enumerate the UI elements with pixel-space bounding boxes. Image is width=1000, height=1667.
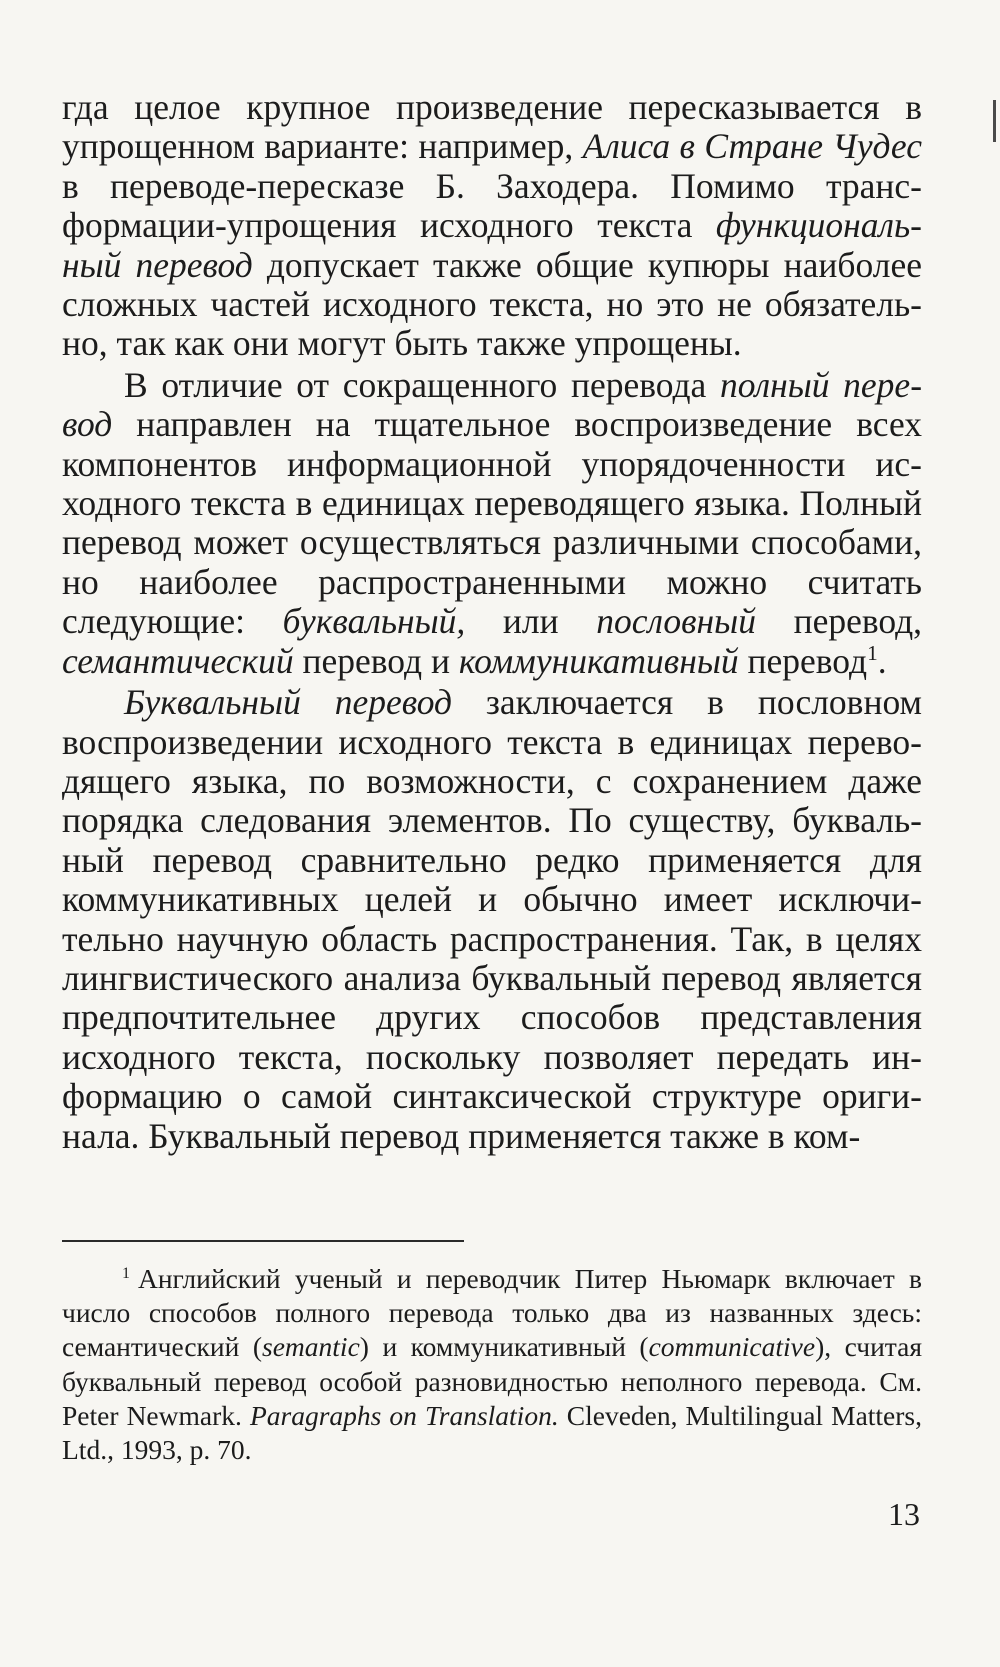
footnote [62,1262,922,1467]
text-segment: перевод [738,640,868,681]
text-segment: направлен на тщательное воспроизведение всех компонентов информационной упорядоченности исходного текста в единицах переводящего языка. Полный перевод может осуществляться различными способами, но наиболее распространенными можно считать следующие: [62,404,922,642]
text-segment: Cleveden, Multilingual Matters, Ltd., 1993, p. 70. [62,1399,922,1466]
text-segment: перевод, [755,601,923,642]
text-segment-italic: полный перевод [62,364,923,445]
text-segment-italic: семантический [62,640,294,681]
text-segment: . [877,640,887,681]
text-segment: Английский ученый и переводчик Питер Ньюмарк включает в число способов полного перевода только два из названных здесь: семантический ( [62,1263,922,1363]
text-segment: перевод и [293,640,459,681]
text-segment-italic: функциональный перевод [62,205,922,285]
paragraph-1 [62,88,922,364]
text-segment: ) и коммуникативный ( [359,1331,649,1363]
text-segment: В отличие от сокращенного перевода [124,364,720,405]
text-segment: или [465,601,597,642]
footnote-text [62,1262,922,1467]
text-segment-italic: коммуникативный [458,640,739,681]
text-segment: ), считая буквальный перевод особой разновидностью неполного перевода. См. Peter Newmark. [62,1331,923,1431]
footnote-reference: 1 [867,640,878,665]
text-segment-italic: communicative [648,1331,816,1363]
text-segment-italic: Буквальный перевод [124,682,452,723]
text-segment-italic: пословный [596,601,756,642]
text-segment-italic: semantic [262,1331,360,1363]
paragraph-2 [62,366,922,681]
text-segment-italic: буквальный, [282,601,466,642]
text-segment: в переводе-пересказе Б. Заходера. Помимо трансформации-упрощения исходного текста [62,165,922,246]
page-edge-mark [993,100,996,142]
text-segment: заключается в пословном воспроизведении исходного текста в единицах переводящего языка, по возможности, с сохранением даже порядка следования элементов. По существу, буквальный перевод сравнительно редко применяется для коммуникативных целей и обычно имеет исключительно научную область распространения. Так, в целях лингвистического анализа буквальный перевод является предпочтительнее других способов представления исходного текста, поскольку позволяет передать информацию о самой синтаксической структуре оригинала. Буквальный перевод применяется также в ком- [62,682,922,1156]
page-body [62,88,922,1156]
text-segment: гда целое крупное произведение пересказывается в упрощенном варианте: например, [62,87,922,167]
text-segment-italic: Алиса в Стране Чудес [582,126,922,167]
page-number: 13 [888,1496,920,1532]
text-segment-italic: Paragraphs on Translation. [249,1399,559,1431]
footnote-divider [62,1240,464,1242]
footnote-marker: 1 [122,1264,130,1282]
text-segment: допускает также общие купюры наиболее сложных частей исходного текста, но это не обязательно, так как они могут быть также упрощены. [62,244,922,364]
main-text [62,88,922,1156]
paragraph-3 [62,683,922,1156]
